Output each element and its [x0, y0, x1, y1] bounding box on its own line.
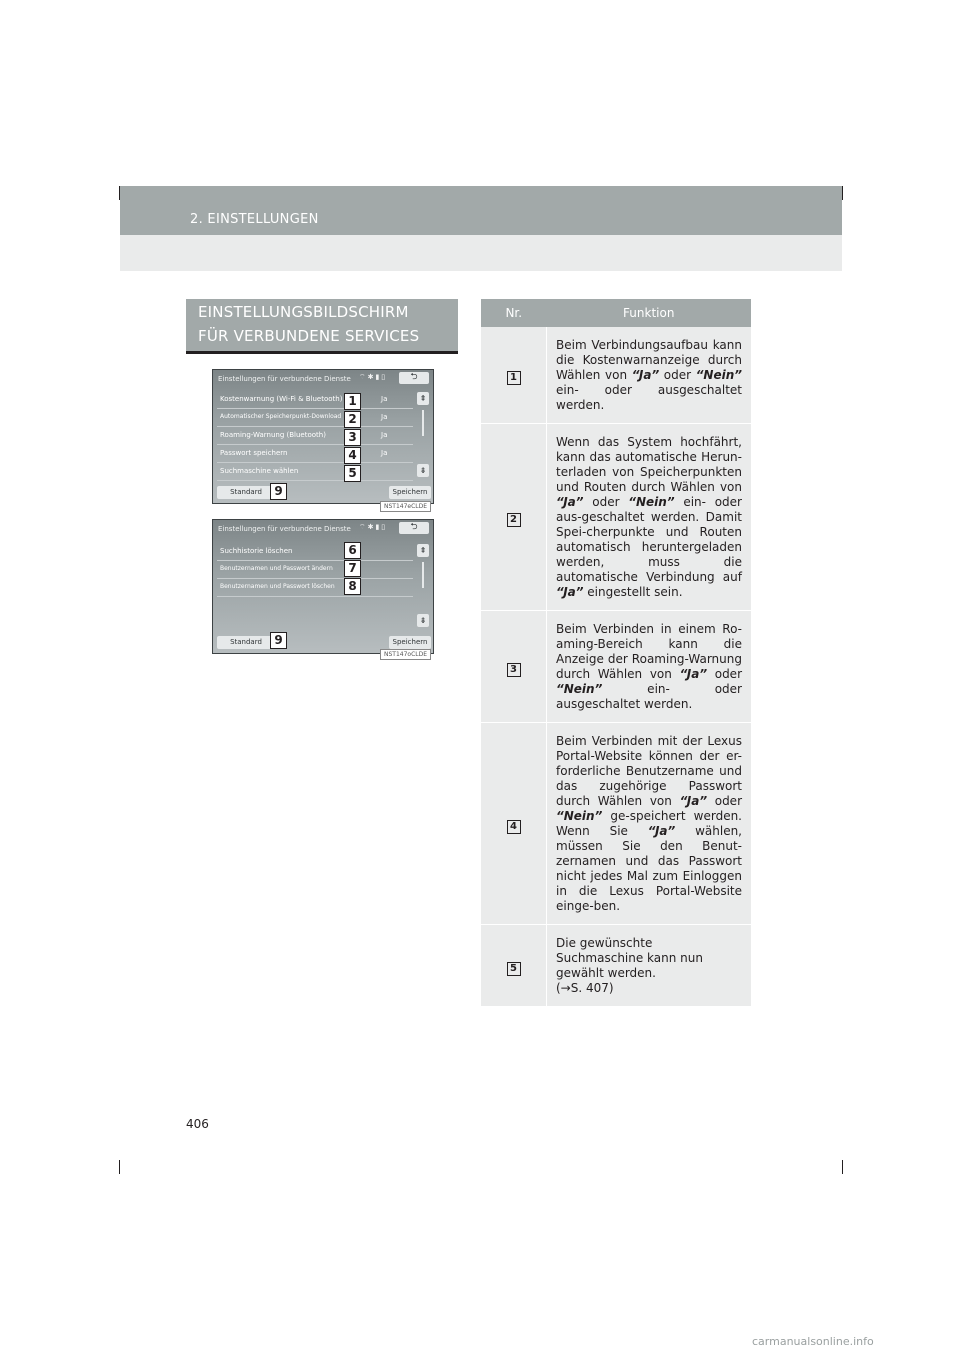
setting-label: Roaming-Warnung (Bluetooth)	[220, 431, 326, 439]
crop-mark	[842, 1160, 843, 1174]
function-text: Beim Verbinden in einem Ro-aming-Bereich kann die Anzeige der Roaming-Warnung durch Wählen von “Ja” oder “Nein” ein- oder ausgeschaltet werden.	[547, 611, 752, 723]
callout-1: 1	[344, 393, 361, 410]
setting-label: Suchhistorie löschen	[220, 547, 293, 555]
setting-label: Passwort speichern	[220, 449, 288, 457]
setting-row-delete-credentials[interactable]	[217, 580, 413, 597]
save-button[interactable]: Speichern	[389, 636, 431, 649]
callout-6: 6	[344, 542, 361, 559]
setting-row-change-credentials[interactable]	[217, 562, 413, 579]
item-number: 2	[507, 513, 521, 527]
scroll-down-button[interactable]: ⇟	[417, 464, 429, 477]
back-button[interactable]: ⮌	[399, 372, 429, 384]
section-heading	[186, 299, 458, 354]
scrollbar[interactable]	[422, 410, 424, 436]
item-number: 1	[507, 371, 521, 385]
page-number: 406	[186, 1117, 209, 1131]
screen-title: Einstellungen für verbundene Dienste	[218, 375, 351, 383]
callout-9: 9	[270, 483, 287, 500]
standard-button[interactable]: Standard	[217, 636, 275, 649]
callout-9: 9	[270, 632, 287, 649]
function-text: Beim Verbindungsaufbau kann die Kostenwarnanzeige durch Wählen von “Ja” oder “Nein” ein- oder ausgeschaltet werden.	[547, 327, 752, 424]
table-row	[481, 327, 751, 424]
scrollbar[interactable]	[422, 562, 424, 588]
setting-row-roaming-warning[interactable]	[217, 428, 413, 445]
setting-label: Suchmaschine wählen	[220, 467, 299, 475]
section-title-line1: EINSTELLUNGSBILDSCHIRM	[198, 303, 409, 321]
function-text: Wenn das System hochfährt, kann das automatische Herun-terladen von Speicherpunkten und Routen durch Wählen von “Ja” oder “Nein” ein- oder aus-geschaltet werden. Damit Spei-cherpunkte und Routen automatisch heruntergeladen werden, muss die automatische Verbindung auf “Ja” eingestellt sein.	[547, 424, 752, 611]
chapter-title: 2. EINSTELLUNGEN	[190, 212, 319, 227]
standard-button[interactable]: Standard	[217, 486, 275, 499]
save-button[interactable]: Speichern	[389, 486, 431, 499]
column-header-function: Funktion	[547, 299, 752, 327]
callout-2: 2	[344, 411, 361, 428]
setting-row-auto-download[interactable]	[217, 410, 413, 427]
setting-value: Ja	[381, 431, 388, 439]
table-row	[481, 611, 751, 723]
figure-code: NST147eCLDE	[380, 501, 431, 512]
status-icons: ⌔✱▮▯	[359, 373, 388, 381]
item-number: 3	[507, 663, 521, 677]
callout-7: 7	[344, 560, 361, 577]
setting-row-clear-search-history[interactable]	[217, 544, 413, 561]
item-number: 4	[507, 820, 521, 834]
function-table	[481, 299, 751, 1006]
callout-3: 3	[344, 429, 361, 446]
settings-screen-2	[212, 519, 434, 654]
setting-label: Benutzernamen und Passwort löschen	[220, 583, 335, 590]
scroll-up-button[interactable]: ⇞	[417, 392, 429, 405]
callout-4: 4	[344, 447, 361, 464]
function-text: Beim Verbinden mit der Lexus Portal-Website können der er-forderliche Benutzername und das zugehörige Passwort durch Wählen von “Ja” oder “Nein” ge-speichert werden. Wenn Sie “Ja” wählen, müssen Sie den Benut-zernamen und das Passwort nicht jedes Mal zum Einloggen in die Lexus Portal-Website einge-ben.	[547, 723, 752, 925]
setting-row-search-engine[interactable]	[217, 464, 413, 481]
setting-label: Automatischer Speicherpunkt-Download	[220, 413, 342, 420]
watermark: carmanualsonline.info	[752, 1335, 874, 1348]
back-button[interactable]: ⮌	[399, 522, 429, 534]
screen-title: Einstellungen für verbundene Dienste	[218, 525, 351, 533]
header-band	[120, 186, 842, 235]
function-text: Die gewünschte Suchmaschine kann nun gewählt werden. (→S. 407)	[547, 925, 752, 1007]
scroll-down-button[interactable]: ⇟	[417, 614, 429, 627]
crop-mark	[842, 186, 843, 200]
header-subband	[120, 235, 842, 271]
setting-label: Kostenwarnung (Wi-Fi & Bluetooth)	[220, 395, 343, 403]
setting-row-cost-warning[interactable]	[217, 392, 413, 409]
settings-screen-1	[212, 369, 434, 504]
section-title-line2: FÜR VERBUNDENE SERVICES	[198, 327, 420, 345]
callout-8: 8	[344, 578, 361, 595]
figure-code: NST147oCLDE	[380, 649, 431, 660]
table-row	[481, 723, 751, 925]
column-header-nr: Nr.	[481, 299, 547, 327]
table-row	[481, 925, 751, 1007]
setting-value: Ja	[381, 395, 388, 403]
setting-row-save-password[interactable]	[217, 446, 413, 463]
item-number: 5	[507, 962, 521, 976]
callout-5: 5	[344, 465, 361, 482]
setting-value: Ja	[381, 449, 388, 457]
page-reference-link[interactable]: (→S. 407)	[556, 981, 614, 995]
status-icons: ⌔✱▮▯	[359, 523, 388, 531]
setting-label: Benutzernamen und Passwort ändern	[220, 565, 333, 572]
setting-value: Ja	[381, 413, 388, 421]
table-row	[481, 424, 751, 611]
crop-mark	[119, 1160, 120, 1174]
scroll-up-button[interactable]: ⇞	[417, 544, 429, 557]
